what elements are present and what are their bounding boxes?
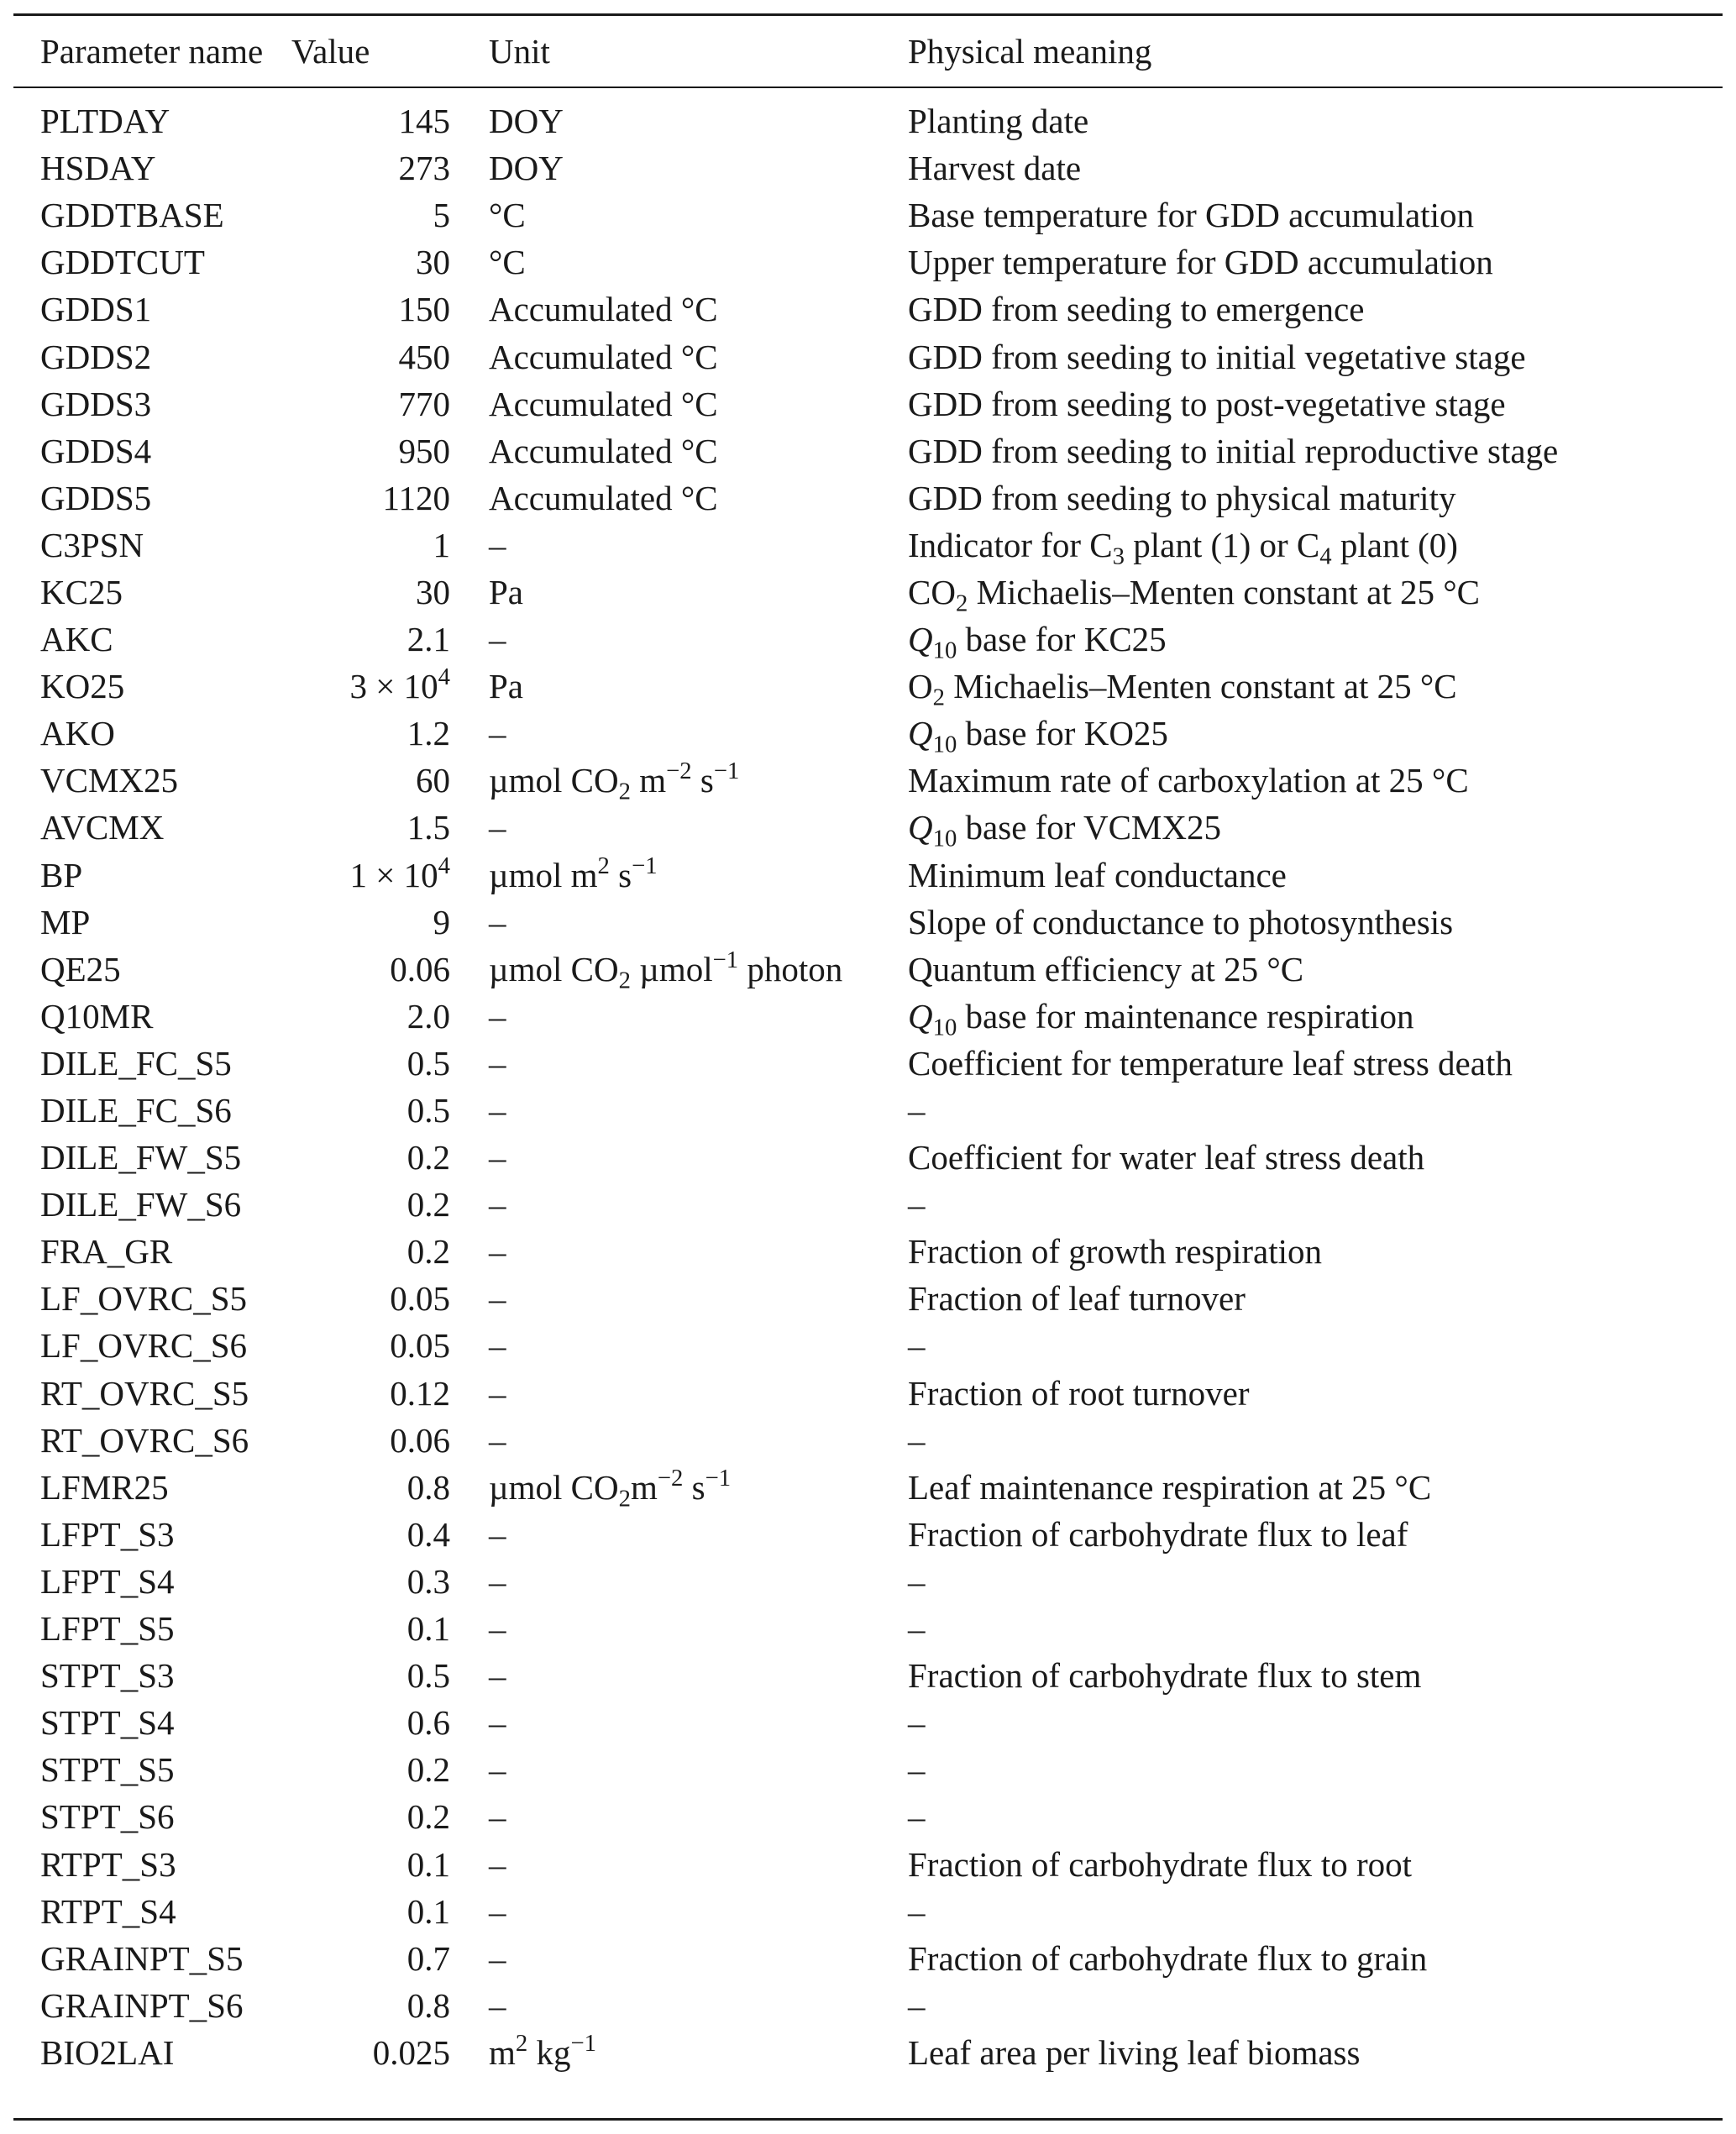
physical-meaning-cell: Upper temperature for GDD accumulation xyxy=(908,243,1493,282)
table-row xyxy=(13,144,1723,191)
value-cell: 5 xyxy=(433,196,450,235)
unit-cell: – xyxy=(489,1138,506,1177)
table-row xyxy=(13,2029,1723,2076)
value-cell: 30 xyxy=(416,243,450,282)
unit-cell: – xyxy=(489,902,506,941)
parameter-name-cell: KO25 xyxy=(40,667,125,706)
parameter-name-cell: GDDTCUT xyxy=(40,243,205,282)
table-row xyxy=(13,1275,1723,1322)
parameter-name-cell: AVCMX xyxy=(40,808,165,847)
physical-meaning-cell: $Q_{10}$ base for KC25 xyxy=(908,620,1167,664)
parameter-name-cell: MP xyxy=(40,902,91,941)
parameter-name-cell: GRAINPT_S5 xyxy=(40,1938,244,1978)
value-cell: 0.12 xyxy=(390,1373,450,1413)
parameter-name-cell: LFPT_S3 xyxy=(40,1514,175,1554)
physical-meaning-cell: – xyxy=(908,1985,926,2025)
physical-meaning-cell: GDD from seeding to initial reproductive stage xyxy=(908,431,1559,470)
physical-meaning-cell: Maximum rate of carboxylation at 25 °C xyxy=(908,761,1469,800)
parameter-name-cell: STPT_S3 xyxy=(40,1656,175,1696)
table-row xyxy=(13,1793,1723,1840)
unit-cell: Pa xyxy=(489,667,523,706)
parameter-name-cell: LFMR25 xyxy=(40,1467,169,1507)
value-cell: 0.5 xyxy=(406,1043,450,1083)
value-cell: 0.6 xyxy=(406,1703,450,1743)
unit-cell: – xyxy=(489,1420,506,1460)
value-cell: $1 \times 10^4$ xyxy=(349,852,450,894)
parameter-name-cell: STPT_S6 xyxy=(40,1797,175,1837)
unit-cell: Accumulated °C xyxy=(489,384,718,423)
physical-meaning-cell: Fraction of carbohydrate flux to leaf xyxy=(908,1514,1408,1554)
value-cell: 0.8 xyxy=(406,1985,450,2025)
unit-cell: – xyxy=(489,1844,506,1884)
value-cell: 1120 xyxy=(382,478,450,517)
parameter-name-cell: PLTDAY xyxy=(40,102,170,141)
value-cell: 0.1 xyxy=(406,1844,450,1884)
header-rule xyxy=(13,87,1723,88)
value-cell: 0.025 xyxy=(372,2032,450,2072)
value-cell: 0.1 xyxy=(406,1891,450,1931)
table-row xyxy=(13,1699,1723,1746)
table-row xyxy=(13,1982,1723,2029)
unit-cell: Accumulated °C xyxy=(489,431,718,470)
table-row xyxy=(13,1652,1723,1699)
table-row xyxy=(13,804,1723,851)
unit-cell: – xyxy=(489,620,506,659)
unit-cell: – xyxy=(489,1514,506,1554)
table-row xyxy=(13,1935,1723,1982)
value-cell: 0.05 xyxy=(390,1326,450,1366)
table-row xyxy=(13,899,1723,946)
physical-meaning-cell: – xyxy=(908,1891,926,1931)
parameter-name-cell: LFPT_S5 xyxy=(40,1609,175,1649)
table-row xyxy=(13,710,1723,757)
physical-meaning-cell: Base temperature for GDD accumulation xyxy=(908,196,1474,235)
value-cell: 0.3 xyxy=(406,1561,450,1601)
unit-cell: – xyxy=(489,1609,506,1649)
value-cell: 0.2 xyxy=(406,1138,450,1177)
parameter-name-cell: GDDS4 xyxy=(40,431,152,470)
unit-cell: – xyxy=(489,1561,506,1601)
header-value: Value xyxy=(291,32,370,71)
parameter-name-cell: GDDS1 xyxy=(40,290,152,329)
unit-cell: – xyxy=(489,1043,506,1083)
value-cell: 0.06 xyxy=(390,949,450,988)
physical-meaning-cell: – xyxy=(908,1091,926,1130)
parameter-name-cell: C3PSN xyxy=(40,525,144,564)
table-row xyxy=(13,1087,1723,1134)
parameter-name-cell: GRAINPT_S6 xyxy=(40,1985,244,2025)
table-row xyxy=(13,286,1723,333)
parameter-table-header xyxy=(13,16,1723,87)
parameter-name-cell: BIO2LAI xyxy=(40,2032,175,2072)
parameter-name-cell: DILE_FC_S5 xyxy=(40,1043,232,1083)
table-row xyxy=(13,1322,1723,1369)
parameter-name-cell: DILE_FC_S6 xyxy=(40,1091,232,1130)
parameter-name-cell: BP xyxy=(40,855,83,894)
table-row xyxy=(13,333,1723,380)
parameter-name-cell: FRA_GR xyxy=(40,1232,173,1271)
parameter-name-cell: STPT_S5 xyxy=(40,1750,175,1790)
table-row xyxy=(13,852,1723,899)
value-cell: 150 xyxy=(398,290,450,329)
physical-meaning-cell: Fraction of leaf turnover xyxy=(908,1279,1246,1319)
physical-meaning-cell: Planting date xyxy=(908,102,1089,141)
value-cell: $3 \times 10^4$ xyxy=(349,663,450,706)
physical-meaning-cell: – xyxy=(908,1561,926,1601)
parameter-name-cell: DILE_FW_S6 xyxy=(40,1185,242,1224)
physical-meaning-cell: Indicator for $C_3$ plant (1) or $C_4$ plant (0) xyxy=(908,525,1458,570)
physical-meaning-cell: Fraction of root turnover xyxy=(908,1373,1250,1413)
unit-cell: – xyxy=(489,996,506,1036)
unit-cell: °C xyxy=(489,196,526,235)
unit-cell: – xyxy=(489,808,506,847)
table-row xyxy=(13,1134,1723,1181)
table-row xyxy=(13,946,1723,993)
table-row xyxy=(13,1840,1723,1887)
unit-cell: – xyxy=(489,1938,506,1978)
physical-meaning-cell: $Q_{10}$ base for KO25 xyxy=(908,714,1168,758)
value-cell: 450 xyxy=(398,337,450,376)
physical-meaning-cell: – xyxy=(908,1703,926,1743)
physical-meaning-cell: Coefficient for water leaf stress death xyxy=(908,1138,1425,1177)
value-cell: 0.5 xyxy=(406,1091,450,1130)
unit-cell: Accumulated °C xyxy=(489,337,718,376)
value-cell: 0.2 xyxy=(406,1185,450,1224)
value-cell: 145 xyxy=(398,102,450,141)
value-cell: 2.0 xyxy=(406,996,450,1036)
value-cell: 273 xyxy=(398,149,450,188)
table-row xyxy=(13,475,1723,522)
physical-meaning-cell: Quantum efficiency at 25 °C xyxy=(908,949,1304,988)
value-cell: 0.2 xyxy=(406,1797,450,1837)
parameter-name-cell: LFPT_S4 xyxy=(40,1561,175,1601)
unit-cell: – xyxy=(489,1797,506,1837)
physical-meaning-cell: – xyxy=(908,1185,926,1224)
table-row xyxy=(13,1228,1723,1275)
parameter-name-cell: LF_OVRC_S5 xyxy=(40,1279,248,1319)
physical-meaning-cell: Coefficient for temperature leaf stress death xyxy=(908,1043,1513,1083)
parameter-name-cell: DILE_FW_S5 xyxy=(40,1138,242,1177)
unit-cell: µmol $CO_2m^{-2}$ $s^{-1}$ xyxy=(489,1464,732,1513)
table-row xyxy=(13,239,1723,286)
physical-meaning-cell: Fraction of carbohydrate flux to root xyxy=(908,1844,1413,1884)
unit-cell: µmol $m^2$ $s^{-1}$ xyxy=(489,852,658,894)
parameter-name-cell: Q10MR xyxy=(40,996,154,1036)
physical-meaning-cell: – xyxy=(908,1326,926,1366)
table-row xyxy=(13,616,1723,663)
physical-meaning-cell: $Q_{10}$ base for VCMX25 xyxy=(908,808,1221,853)
table-row xyxy=(13,1370,1723,1417)
table-row xyxy=(13,569,1723,616)
table-row xyxy=(13,757,1723,804)
unit-cell: – xyxy=(489,1750,506,1790)
physical-meaning-cell: – xyxy=(908,1420,926,1460)
value-cell: 1 xyxy=(433,525,450,564)
physical-meaning-cell: Leaf maintenance respiration at 25 °C xyxy=(908,1467,1432,1507)
table-row xyxy=(13,1558,1723,1605)
unit-cell: – xyxy=(489,1232,506,1271)
value-cell: 0.8 xyxy=(406,1467,450,1507)
parameter-name-cell: GDDS3 xyxy=(40,384,152,423)
value-cell: 0.5 xyxy=(406,1656,450,1696)
physical-meaning-cell: – xyxy=(908,1750,926,1790)
header-row xyxy=(13,16,1723,87)
table-row xyxy=(13,1040,1723,1087)
physical-meaning-cell: Leaf area per living leaf biomass xyxy=(908,2032,1361,2072)
unit-cell: Pa xyxy=(489,572,523,611)
table-row xyxy=(13,522,1723,569)
physical-meaning-cell: GDD from seeding to initial vegetative stage xyxy=(908,337,1526,376)
value-cell: 950 xyxy=(398,431,450,470)
parameter-name-cell: RTPT_S3 xyxy=(40,1844,176,1884)
value-cell: 0.4 xyxy=(406,1514,450,1554)
unit-cell: – xyxy=(489,1326,506,1366)
parameter-name-cell: RT_OVRC_S6 xyxy=(40,1420,249,1460)
unit-cell: – xyxy=(489,714,506,753)
header-physical-meaning: Physical meaning xyxy=(908,32,1152,71)
table-row xyxy=(13,663,1723,710)
table-row xyxy=(13,1511,1723,1558)
parameter-name-cell: GDDS2 xyxy=(40,337,152,376)
parameter-name-cell: GDDS5 xyxy=(40,478,152,517)
physical-meaning-cell: – xyxy=(908,1797,926,1837)
physical-meaning-cell: GDD from seeding to post-vegetative stage xyxy=(908,384,1506,423)
value-cell: 0.05 xyxy=(390,1279,450,1319)
parameter-name-cell: GDDTBASE xyxy=(40,196,224,235)
table-row xyxy=(13,1181,1723,1228)
unit-cell: – xyxy=(489,525,506,564)
unit-cell: – xyxy=(489,1656,506,1696)
table-row xyxy=(13,1888,1723,1935)
unit-cell: °C xyxy=(489,243,526,282)
parameter-name-cell: HSDAY xyxy=(40,149,156,188)
unit-cell: DOY xyxy=(489,149,564,188)
value-cell: 1.2 xyxy=(406,714,450,753)
physical-meaning-cell: Minimum leaf conductance xyxy=(908,855,1287,894)
table-row xyxy=(13,1464,1723,1511)
parameter-name-cell: KC25 xyxy=(40,572,123,611)
parameter-name-cell: STPT_S4 xyxy=(40,1703,175,1743)
unit-cell: DOY xyxy=(489,102,564,141)
unit-cell: – xyxy=(489,1703,506,1743)
unit-cell: – xyxy=(489,1091,506,1130)
unit-cell: $m^2$ $kg^{-1}$ xyxy=(489,2030,597,2072)
physical-meaning-cell: $Q_{10}$ base for maintenance respiration xyxy=(908,996,1414,1041)
value-cell: 9 xyxy=(433,902,450,941)
parameter-name-cell: QE25 xyxy=(40,949,121,988)
value-cell: 0.2 xyxy=(406,1750,450,1790)
physical-meaning-cell: Fraction of carbohydrate flux to stem xyxy=(908,1656,1422,1696)
table-row xyxy=(13,97,1723,144)
table-row xyxy=(13,191,1723,239)
unit-cell: – xyxy=(489,1373,506,1413)
physical-meaning-cell: Fraction of growth respiration xyxy=(908,1232,1323,1271)
value-cell: 0.2 xyxy=(406,1232,450,1271)
table-row xyxy=(13,380,1723,427)
physical-meaning-cell: $CO_2$ Michaelis–Menten constant at 25 °C xyxy=(908,572,1480,617)
value-cell: 1.5 xyxy=(406,808,450,847)
header-parameter-name: Parameter name xyxy=(40,32,264,71)
parameter-name-cell: LF_OVRC_S6 xyxy=(40,1326,248,1366)
unit-cell: Accumulated °C xyxy=(489,478,718,517)
physical-meaning-cell: – xyxy=(908,1609,926,1649)
parameter-name-cell: AKC xyxy=(40,620,113,659)
value-cell: 60 xyxy=(416,761,450,800)
physical-meaning-cell: Fraction of carbohydrate flux to grain xyxy=(908,1938,1428,1978)
value-cell: 770 xyxy=(398,384,450,423)
value-cell: 2.1 xyxy=(406,620,450,659)
unit-cell: µmol $CO_2$ $m^{-2}$ $s^{-1}$ xyxy=(489,758,740,805)
table-row xyxy=(13,993,1723,1040)
header-unit: Unit xyxy=(489,32,550,71)
parameter-table-body xyxy=(13,97,1723,2076)
bottom-rule xyxy=(13,2118,1723,2121)
table-row xyxy=(13,1746,1723,1793)
parameter-name-cell: RTPT_S4 xyxy=(40,1891,176,1931)
parameter-name-cell: RT_OVRC_S5 xyxy=(40,1373,249,1413)
value-cell: 30 xyxy=(416,572,450,611)
value-cell: 0.1 xyxy=(406,1609,450,1649)
unit-cell: Accumulated °C xyxy=(489,290,718,329)
unit-cell: – xyxy=(489,1891,506,1931)
table-row xyxy=(13,1417,1723,1464)
physical-meaning-cell: GDD from seeding to emergence xyxy=(908,290,1365,329)
table-row xyxy=(13,1605,1723,1652)
unit-cell: – xyxy=(489,1279,506,1319)
unit-cell: – xyxy=(489,1985,506,2025)
unit-cell: – xyxy=(489,1185,506,1224)
value-cell: 0.06 xyxy=(390,1420,450,1460)
parameter-name-cell: AKO xyxy=(40,714,115,753)
parameter-name-cell: VCMX25 xyxy=(40,761,179,800)
physical-meaning-cell: Harvest date xyxy=(908,149,1082,188)
unit-cell: µmol $CO_2$ µmol$^{-1}$ photon xyxy=(489,946,843,994)
table-row xyxy=(13,427,1723,475)
physical-meaning-cell: Slope of conductance to photosynthesis xyxy=(908,902,1454,941)
physical-meaning-cell: $O_2$ Michaelis–Menten constant at 25 °C xyxy=(908,667,1457,711)
value-cell: 0.7 xyxy=(406,1938,450,1978)
physical-meaning-cell: GDD from seeding to physical maturity xyxy=(908,478,1456,517)
